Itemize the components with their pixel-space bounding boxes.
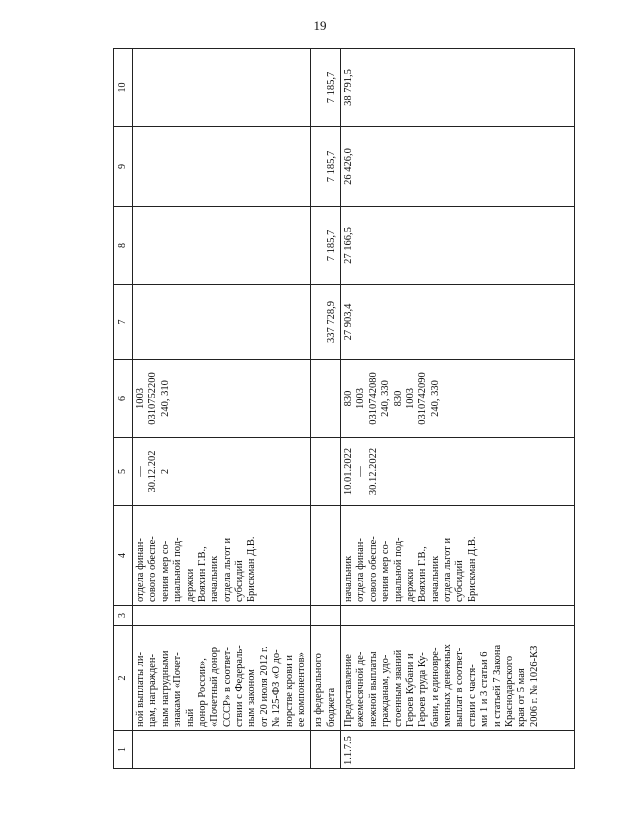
header-row [114,49,133,769]
cell-col9: 7 185,7 [311,127,341,207]
cell-col8: 7 185,7 [311,207,341,285]
table-row [341,49,575,769]
cell-col9 [133,127,311,207]
cell-period: 10.01.2022 — 30.12.2022 [341,438,575,506]
page-number: 19 [313,18,327,33]
cell-code: 1.1.7.5 [341,731,575,769]
cell-kbk: 830 1003 0310742080 240, 330 830 1003 0310742090 240, 330 [341,360,575,438]
cell-period [311,438,341,506]
header-cell: 9 [114,127,133,207]
table-row [133,49,311,769]
cell-col7 [133,285,311,360]
cell-col3 [133,606,311,626]
header-cell: 6 [114,360,133,438]
cell-responsible: начальник отдела финан- сового обеспе- чения мер со- циальной под- держки Вояхин Г.В., начальник отдела льгот и субсидий Брискман Д.В. [341,506,575,606]
header-cell: 10 [114,49,133,127]
cell-total: 27 903,4 [341,285,575,360]
header-cell: 5 [114,438,133,506]
cell-measure: ной выплаты ли- цам, награжден- ным нагрудными знаками «Почет- ный донор России», «Почетный донор СССР» в соответ- ствии с Федераль- ным законом от 20 июля 2012 г. № 125-ФЗ «О до- норстве крови и ее компонентов» [133,626,311,731]
table-row [311,49,341,769]
cell-col9: 26 426,0 [341,127,575,207]
cell-col8: 27 166,5 [341,207,575,285]
cell-period: — 30.12.202 2 [133,438,311,506]
cell-col3 [341,606,575,626]
cell-col10 [133,49,311,127]
cell-code [311,731,341,769]
header-cell: 7 [114,285,133,360]
header-cell: 3 [114,606,133,626]
budget-table [113,48,575,769]
cell-col8 [133,207,311,285]
header-cell: 1 [114,731,133,769]
cell-kbk: 1003 0310752200 240, 310 [133,360,311,438]
cell-responsible [311,506,341,606]
cell-total: 337 728,9 [311,285,341,360]
cell-col10: 38 791,5 [341,49,575,127]
cell-col10: 7 185,7 [311,49,341,127]
rotated-table-container [113,49,575,769]
cell-col3 [311,606,341,626]
header-cell: 4 [114,506,133,606]
cell-responsible: отдела финан- сового обеспе- чения мер со- циальной под- держки Вояхин Г.В., начальник отдела льгот и субсидий Брискман Д.В. [133,506,311,606]
header-cell: 8 [114,207,133,285]
cell-measure: Предоставление ежемесячной де- нежной выплаты гражданам, удо- стоенным званий Героев Кубани и Героев труда Ку- бани, и единовре- менных денежных выплат в соответ- ствии с частя- ми 1 и 3 статьи 6 и статьей 7 Закона Краснодарского края от 5 мая 2006 г. № 1026-КЗ [341,626,575,731]
cell-measure: из федерального бюджета [311,626,341,731]
cell-kbk [311,360,341,438]
header-cell: 2 [114,626,133,731]
cell-code [133,731,311,769]
